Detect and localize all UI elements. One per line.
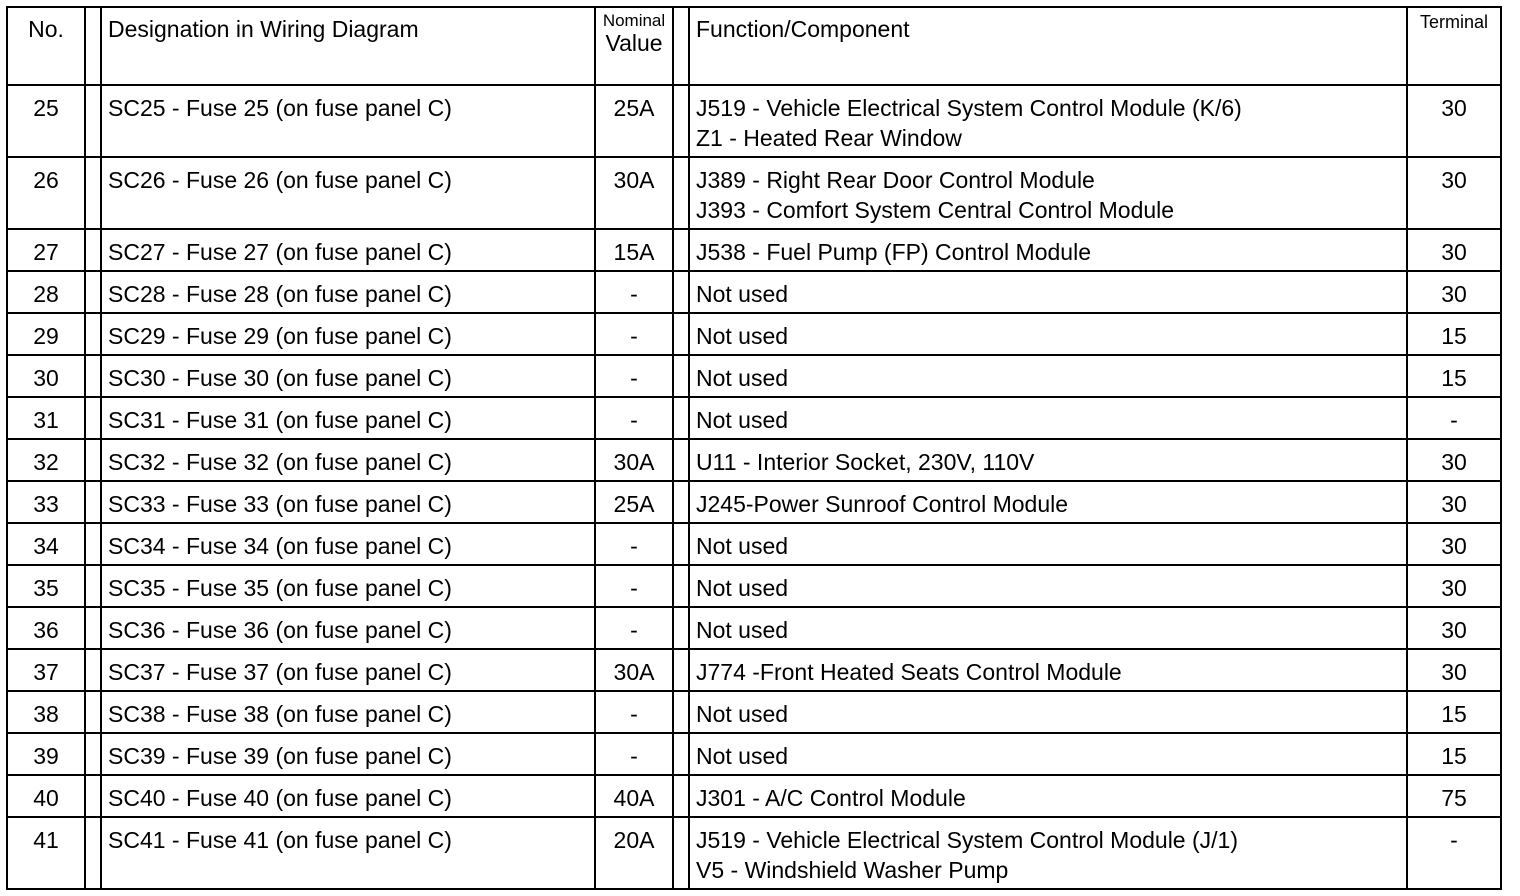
table-row — [7, 313, 1501, 355]
function-cell — [689, 523, 1407, 565]
fuse-number-cell: 26 — [7, 157, 85, 229]
function-line: J774 -Front Heated Seats Control Module — [696, 659, 1122, 685]
function-line: U11 - Interior Socket, 230V, 110V — [696, 449, 1035, 475]
table-row — [7, 523, 1501, 565]
function-cell — [689, 355, 1407, 397]
fuse-number-cell: 29 — [7, 313, 85, 355]
terminal-cell: 30 — [1407, 607, 1501, 649]
spacer-cell — [85, 397, 101, 439]
terminal-cell: 30 — [1407, 649, 1501, 691]
spacer-cell — [85, 313, 101, 355]
designation-cell: SC41 - Fuse 41 (on fuse panel C) — [101, 817, 595, 889]
nominal-value-cell: 25A — [595, 85, 673, 157]
function-line: Not used — [696, 407, 789, 433]
table-row — [7, 355, 1501, 397]
designation-cell: SC29 - Fuse 29 (on fuse panel C) — [101, 313, 595, 355]
function-line: J301 - A/C Control Module — [696, 785, 966, 811]
function-cell — [689, 157, 1407, 229]
nominal-value-cell: 40A — [595, 775, 673, 817]
fuse-number-cell: 40 — [7, 775, 85, 817]
terminal-cell: 15 — [1407, 313, 1501, 355]
header-value-label: Value — [605, 30, 663, 56]
table-row — [7, 397, 1501, 439]
designation-cell: SC25 - Fuse 25 (on fuse panel C) — [101, 85, 595, 157]
fuse-number-cell: 37 — [7, 649, 85, 691]
fuse-number-cell: 34 — [7, 523, 85, 565]
spacer-cell — [85, 607, 101, 649]
table-row — [7, 565, 1501, 607]
designation-cell: SC27 - Fuse 27 (on fuse panel C) — [101, 229, 595, 271]
terminal-cell: 30 — [1407, 439, 1501, 481]
spacer-cell — [673, 313, 689, 355]
nominal-value-cell: 25A — [595, 481, 673, 523]
spacer-cell — [85, 355, 101, 397]
function-cell — [689, 397, 1407, 439]
terminal-cell: 30 — [1407, 229, 1501, 271]
function-line: Not used — [696, 617, 789, 643]
spacer-cell — [673, 85, 689, 157]
table-row — [7, 481, 1501, 523]
function-line: Not used — [696, 323, 789, 349]
table-row — [7, 607, 1501, 649]
nominal-value-cell: - — [595, 733, 673, 775]
header-row — [7, 7, 1501, 85]
table-row — [7, 775, 1501, 817]
function-line: Not used — [696, 533, 789, 559]
function-cell — [689, 691, 1407, 733]
table-row — [7, 157, 1501, 229]
spacer-cell — [85, 649, 101, 691]
spacer-cell — [673, 565, 689, 607]
nominal-value-cell: - — [595, 397, 673, 439]
nominal-value-cell: 15A — [595, 229, 673, 271]
designation-cell: SC35 - Fuse 35 (on fuse panel C) — [101, 565, 595, 607]
header-spacer — [673, 7, 689, 85]
function-line: J538 - Fuel Pump (FP) Control Module — [696, 239, 1091, 265]
table-row — [7, 733, 1501, 775]
designation-cell: SC40 - Fuse 40 (on fuse panel C) — [101, 775, 595, 817]
spacer-cell — [673, 649, 689, 691]
fuse-number-cell: 27 — [7, 229, 85, 271]
terminal-cell: 30 — [1407, 157, 1501, 229]
spacer-cell — [85, 691, 101, 733]
terminal-cell: - — [1407, 817, 1501, 889]
nominal-value-cell: 30A — [595, 649, 673, 691]
function-cell — [689, 817, 1407, 889]
function-line: Not used — [696, 701, 789, 727]
terminal-cell: - — [1407, 397, 1501, 439]
spacer-cell — [673, 775, 689, 817]
designation-cell: SC38 - Fuse 38 (on fuse panel C) — [101, 691, 595, 733]
header-function: Function/Component — [689, 7, 1407, 85]
fuse-number-cell: 32 — [7, 439, 85, 481]
terminal-cell: 30 — [1407, 271, 1501, 313]
nominal-value-cell: - — [595, 565, 673, 607]
spacer-cell — [85, 733, 101, 775]
function-cell — [689, 439, 1407, 481]
function-line: J389 - Right Rear Door Control Module — [696, 167, 1095, 193]
fuse-number-cell: 36 — [7, 607, 85, 649]
spacer-cell — [85, 565, 101, 607]
fuse-number-cell: 39 — [7, 733, 85, 775]
table-row — [7, 691, 1501, 733]
function-line: Not used — [696, 365, 789, 391]
header-no: No. — [7, 7, 85, 85]
table-row — [7, 649, 1501, 691]
function-line: J519 - Vehicle Electrical System Control Module (K/6) — [696, 95, 1242, 121]
designation-cell: SC39 - Fuse 39 (on fuse panel C) — [101, 733, 595, 775]
terminal-cell: 15 — [1407, 691, 1501, 733]
terminal-cell: 15 — [1407, 733, 1501, 775]
function-cell — [689, 565, 1407, 607]
spacer-cell — [85, 271, 101, 313]
spacer-cell — [673, 481, 689, 523]
designation-cell: SC26 - Fuse 26 (on fuse panel C) — [101, 157, 595, 229]
spacer-cell — [85, 157, 101, 229]
spacer-cell — [85, 85, 101, 157]
spacer-cell — [85, 775, 101, 817]
header-nominal-value — [595, 7, 673, 85]
designation-cell: SC30 - Fuse 30 (on fuse panel C) — [101, 355, 595, 397]
function-cell — [689, 607, 1407, 649]
terminal-cell: 30 — [1407, 565, 1501, 607]
table-row — [7, 85, 1501, 157]
nominal-value-cell: - — [595, 607, 673, 649]
nominal-value-cell: - — [595, 271, 673, 313]
function-line: Z1 - Heated Rear Window — [696, 125, 962, 151]
spacer-cell — [85, 481, 101, 523]
function-cell — [689, 229, 1407, 271]
nominal-value-cell: 30A — [595, 157, 673, 229]
function-cell — [689, 733, 1407, 775]
designation-cell: SC36 - Fuse 36 (on fuse panel C) — [101, 607, 595, 649]
designation-cell: SC34 - Fuse 34 (on fuse panel C) — [101, 523, 595, 565]
function-cell — [689, 649, 1407, 691]
function-cell — [689, 271, 1407, 313]
function-cell — [689, 481, 1407, 523]
spacer-cell — [673, 523, 689, 565]
table-row — [7, 271, 1501, 313]
fuse-number-cell: 30 — [7, 355, 85, 397]
designation-cell: SC37 - Fuse 37 (on fuse panel C) — [101, 649, 595, 691]
nominal-value-cell: - — [595, 313, 673, 355]
spacer-cell — [85, 817, 101, 889]
fuse-number-cell: 25 — [7, 85, 85, 157]
function-cell — [689, 775, 1407, 817]
spacer-cell — [673, 355, 689, 397]
spacer-cell — [673, 397, 689, 439]
nominal-value-cell: - — [595, 691, 673, 733]
table-body — [7, 85, 1501, 889]
function-line: J393 - Comfort System Central Control Module — [696, 197, 1175, 223]
spacer-cell — [673, 271, 689, 313]
terminal-cell: 30 — [1407, 523, 1501, 565]
table-row — [7, 229, 1501, 271]
spacer-cell — [673, 691, 689, 733]
function-line: Not used — [696, 743, 789, 769]
fuse-number-cell: 35 — [7, 565, 85, 607]
fuse-number-cell: 28 — [7, 271, 85, 313]
designation-cell: SC32 - Fuse 32 (on fuse panel C) — [101, 439, 595, 481]
header-designation: Designation in Wiring Diagram — [101, 7, 595, 85]
function-line: V5 - Windshield Washer Pump — [696, 857, 1009, 883]
header-spacer — [85, 7, 101, 85]
nominal-value-cell: - — [595, 355, 673, 397]
spacer-cell — [673, 733, 689, 775]
designation-cell: SC28 - Fuse 28 (on fuse panel C) — [101, 271, 595, 313]
nominal-value-cell: 30A — [595, 439, 673, 481]
function-line: J245-Power Sunroof Control Module — [696, 491, 1069, 517]
terminal-cell: 75 — [1407, 775, 1501, 817]
table-row — [7, 817, 1501, 889]
terminal-cell: 15 — [1407, 355, 1501, 397]
fuse-number-cell: 38 — [7, 691, 85, 733]
spacer-cell — [673, 607, 689, 649]
table-row — [7, 439, 1501, 481]
function-line: Not used — [696, 575, 789, 601]
fuse-number-cell: 33 — [7, 481, 85, 523]
terminal-cell: 30 — [1407, 85, 1501, 157]
header-nominal-label: Nominal — [602, 11, 666, 30]
spacer-cell — [673, 439, 689, 481]
spacer-cell — [673, 817, 689, 889]
nominal-value-cell: - — [595, 523, 673, 565]
function-line: J519 - Vehicle Electrical System Control Module (J/1) — [696, 827, 1238, 853]
function-line: Not used — [696, 281, 789, 307]
function-cell — [689, 85, 1407, 157]
fuse-number-cell: 41 — [7, 817, 85, 889]
spacer-cell — [85, 229, 101, 271]
designation-cell: SC33 - Fuse 33 (on fuse panel C) — [101, 481, 595, 523]
nominal-value-cell: 20A — [595, 817, 673, 889]
designation-cell: SC31 - Fuse 31 (on fuse panel C) — [101, 397, 595, 439]
fuse-number-cell: 31 — [7, 397, 85, 439]
spacer-cell — [673, 229, 689, 271]
spacer-cell — [85, 523, 101, 565]
terminal-cell: 30 — [1407, 481, 1501, 523]
spacer-cell — [85, 439, 101, 481]
header-terminal: Terminal — [1407, 7, 1501, 85]
fuse-table — [6, 6, 1502, 890]
spacer-cell — [673, 157, 689, 229]
function-cell — [689, 313, 1407, 355]
